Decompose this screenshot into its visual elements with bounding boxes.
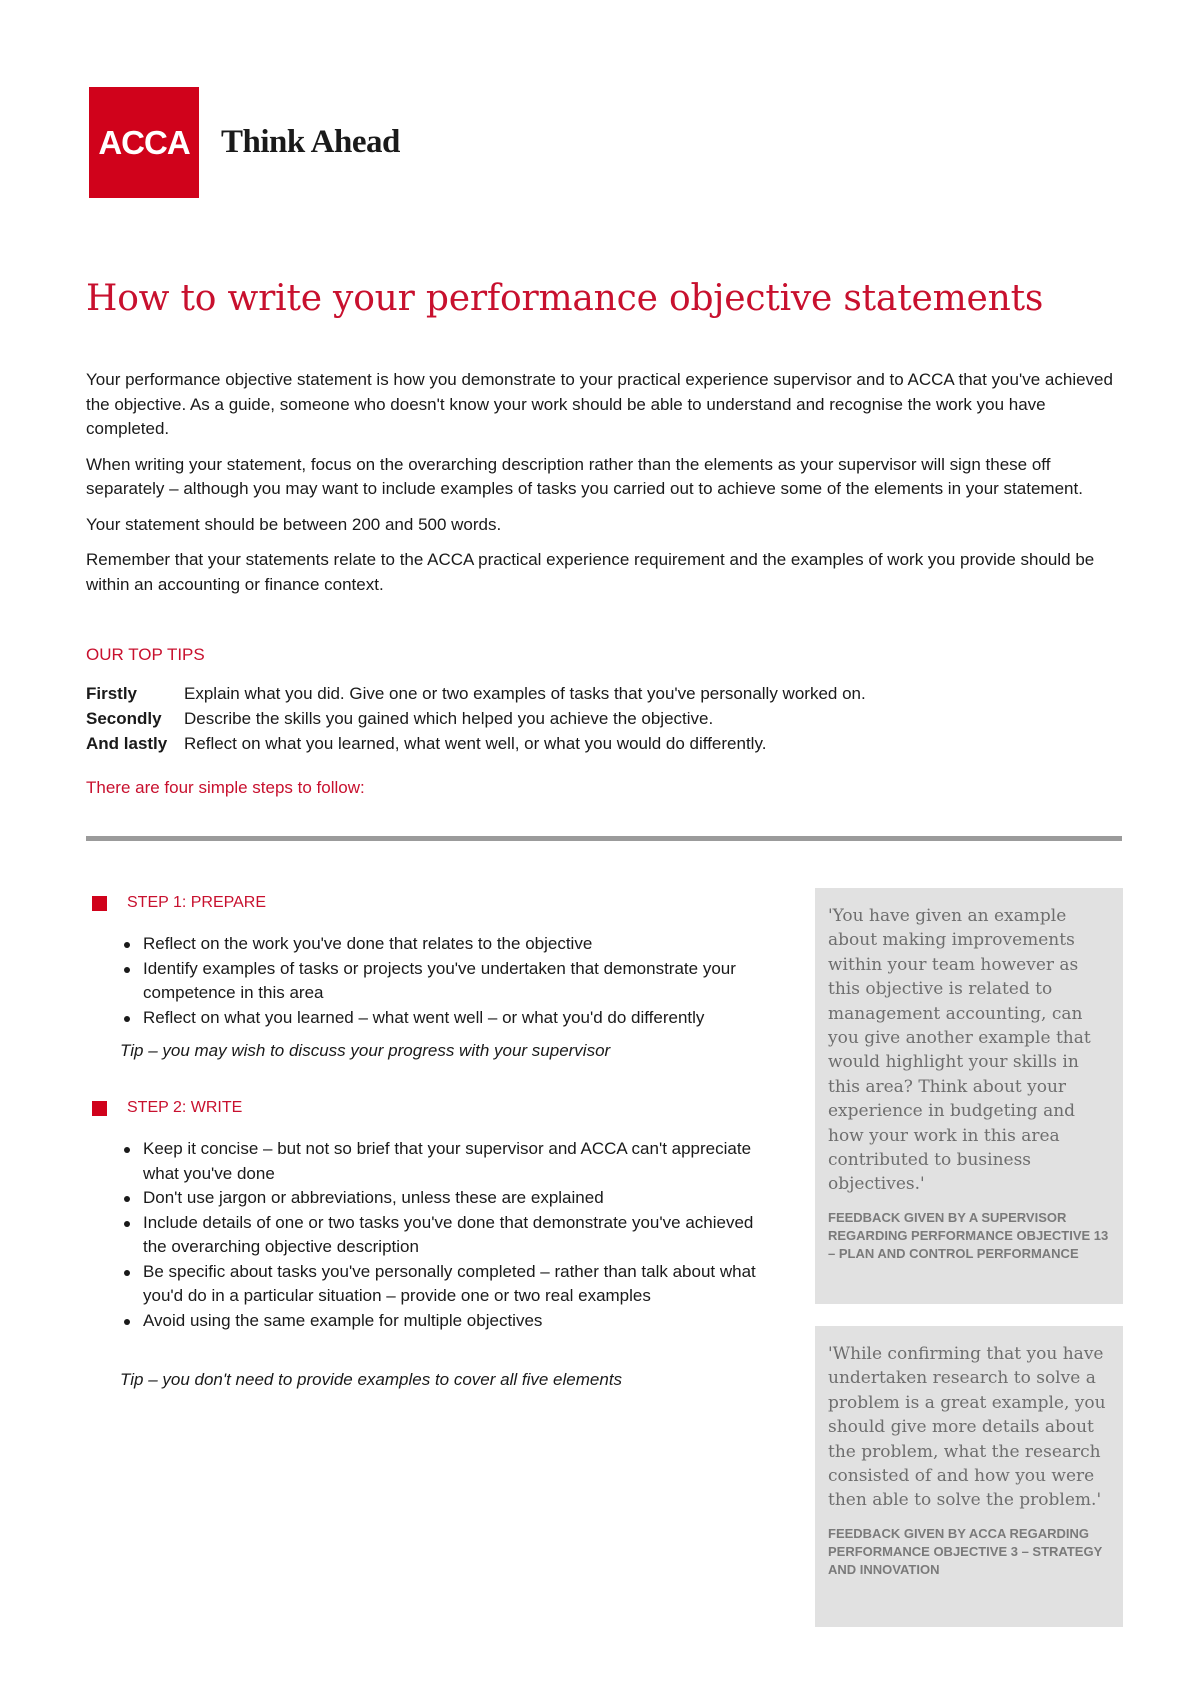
step-1-list (123, 932, 763, 1030)
list-item: Don't use jargon or abbreviations, unless these are explained (123, 1186, 763, 1211)
quote-attribution: FEEDBACK GIVEN BY A SUPERVISOR REGARDING PERFORMANCE OBJECTIVE 13 – PLAN AND CONTROL PERFORMANCE (828, 1209, 1109, 1261)
step-1-heading (92, 894, 266, 912)
step-1-tip: Tip – you may wish to discuss your progress with your supervisor (120, 1041, 611, 1060)
steps-intro: There are four simple steps to follow: (86, 778, 365, 797)
bullet-icon (124, 1016, 130, 1022)
step-1-title: STEP 1: PREPARE (127, 894, 267, 911)
step-2-heading (92, 1099, 242, 1117)
brand-tagline: Think Ahead (221, 124, 400, 160)
quote-box (815, 888, 1123, 1304)
list-item: Keep it concise – but not so brief that your supervisor and ACCA can't appreciate what you've done (123, 1137, 763, 1186)
list-item: Identify examples of tasks or projects you've undertaken that demonstrate your competence in this area (123, 957, 763, 1006)
list-item: Avoid using the same example for multiple objectives (123, 1309, 763, 1334)
logo-text: ACCA (98, 123, 190, 161)
bullet-icon (124, 1147, 130, 1153)
red-square-icon (92, 1101, 107, 1116)
quote-box (815, 1326, 1123, 1627)
step-2-tip: Tip – you don't need to provide examples to cover all five elements (120, 1370, 623, 1389)
acca-logo (89, 87, 199, 198)
step-2-title: STEP 2: WRITE (127, 1099, 243, 1116)
bullet-icon (124, 967, 130, 973)
tips-heading: OUR TOP TIPS (86, 645, 205, 664)
intro-paragraph: When writing your statement, focus on the overarching description rather than the elements as your supervisor will sign these off separately – although you may want to include examples of tasks you carried out to achieve some of the elements in your statement. (86, 454, 1083, 498)
bullet-icon (124, 1319, 130, 1325)
list-item: Include details of one or two tasks you've done that demonstrate you've achieved the overarching objective description (123, 1211, 763, 1260)
step-2-list (123, 1137, 763, 1333)
quote-text: 'You have given an example about making improvements within your team however as this objective is related to management accounting, can you give another example that would highlight your skills in this area? Think about your experience in budgeting and how your work in this area contributed to business objectives.' (828, 906, 1091, 1195)
bullet-icon (124, 942, 130, 948)
intro-section (86, 368, 1126, 608)
tip-row (86, 681, 866, 706)
intro-paragraph: Remember that your statements relate to the ACCA practical experience requirement and the examples of work you provide should be within an accounting or finance context. (86, 550, 1095, 594)
tip-row (86, 731, 866, 756)
tip-label: And lastly (86, 734, 168, 753)
red-square-icon (92, 896, 107, 911)
list-item: Reflect on the work you've done that relates to the objective (123, 932, 763, 957)
quote-attribution: FEEDBACK GIVEN BY ACCA REGARDING PERFORMANCE OBJECTIVE 3 – STRATEGY AND INNOVATION (828, 1525, 1103, 1577)
tip-label: Secondly (86, 709, 162, 728)
bullet-icon (124, 1270, 130, 1276)
intro-paragraph: Your performance objective statement is how you demonstrate to your practical experience supervisor and to ACCA that you've achieved the objective. As a guide, someone who doesn't know your work should be able to understand and recognise the work you have completed. (86, 370, 1113, 438)
bullet-icon (124, 1196, 130, 1202)
bullet-icon (124, 1221, 130, 1227)
list-item: Be specific about tasks you've personally completed – rather than talk about what you'd do in a particular situation – provide one or two real examples (123, 1260, 763, 1309)
section-divider (86, 836, 1122, 841)
tips-list (86, 681, 866, 756)
tip-label: Firstly (86, 684, 138, 703)
tip-text: Describe the skills you gained which helped you achieve the objective. (184, 709, 714, 728)
intro-paragraph: Your statement should be between 200 and 500 words. (86, 514, 502, 534)
quote-text: 'While confirming that you have undertaken research to solve a problem is a great example, you should give more details about the problem, what the research consisted of and how you were then able to solve the problem.' (828, 1344, 1106, 1511)
list-item: Reflect on what you learned – what went well – or what you'd do differently (123, 1006, 763, 1031)
tip-text: Explain what you did. Give one or two examples of tasks that you've personally worked on. (184, 684, 866, 703)
page-title: How to write your performance objective statements (86, 278, 1044, 319)
tip-text: Reflect on what you learned, what went well, or what you would do differently. (184, 734, 767, 753)
tip-row (86, 706, 866, 731)
